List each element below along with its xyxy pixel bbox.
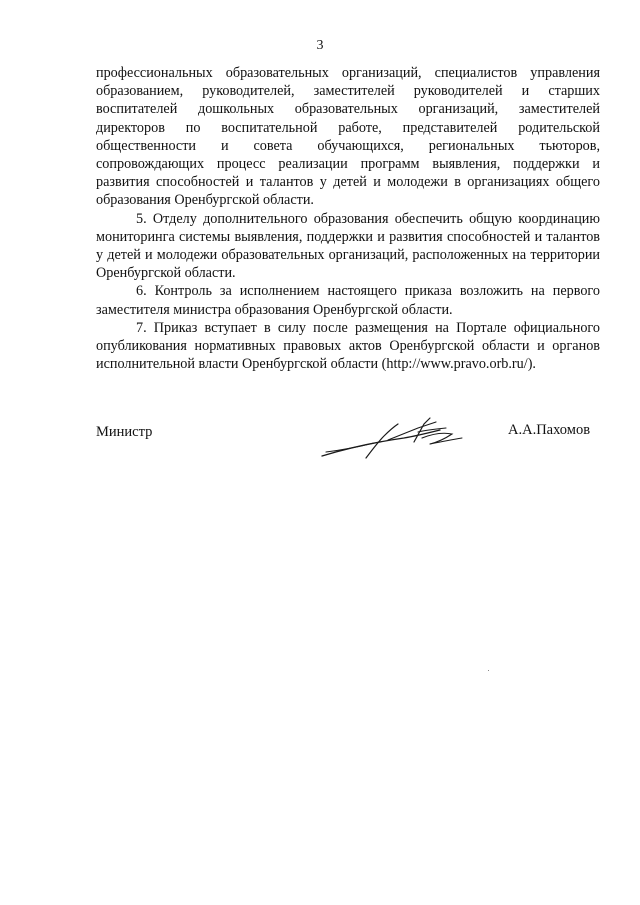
- handwritten-signature: [318, 412, 468, 464]
- paragraph-item-7: 7. Приказ вступает в силу после размещения на Портале официального опубликования нормативных правовых актов Оренбургской области и органов исполнительной власти Оренбургской области (http://www.pravo.orb.ru/).: [96, 319, 600, 373]
- scan-speck: [488, 670, 489, 671]
- document-body: [96, 64, 600, 373]
- paragraph-continuation: профессиональных образовательных организаций, специалистов управления образованием, руководителей, заместителей руководителей и старших воспитателей дошкольных образовательных организаций, заместителей директоров по воспитательной работе, представителей родительской общественности и совета обучающихся, региональных тьюторов, сопровождающих процесс реализации программ выявления, поддержки и развития способностей и талантов у детей и молодежи в организациях общего образования Оренбургской области.: [96, 65, 600, 209]
- signatory-name: А.А.Пахомов: [508, 422, 591, 438]
- signatory-title: Министр: [96, 424, 153, 440]
- paragraph-item-6: 6. Контроль за исполнением настоящего приказа возложить на первого заместителя министра образования Оренбургской области.: [96, 283, 600, 318]
- page-number: 3: [316, 38, 324, 53]
- paragraph-item-5: 5. Отделу дополнительного образования обеспечить общую координацию мониторинга системы выявления, поддержки и развития способностей и талантов у детей и молодежи образовательных организаций, расположенных на территории Оренбургской области.: [96, 210, 600, 282]
